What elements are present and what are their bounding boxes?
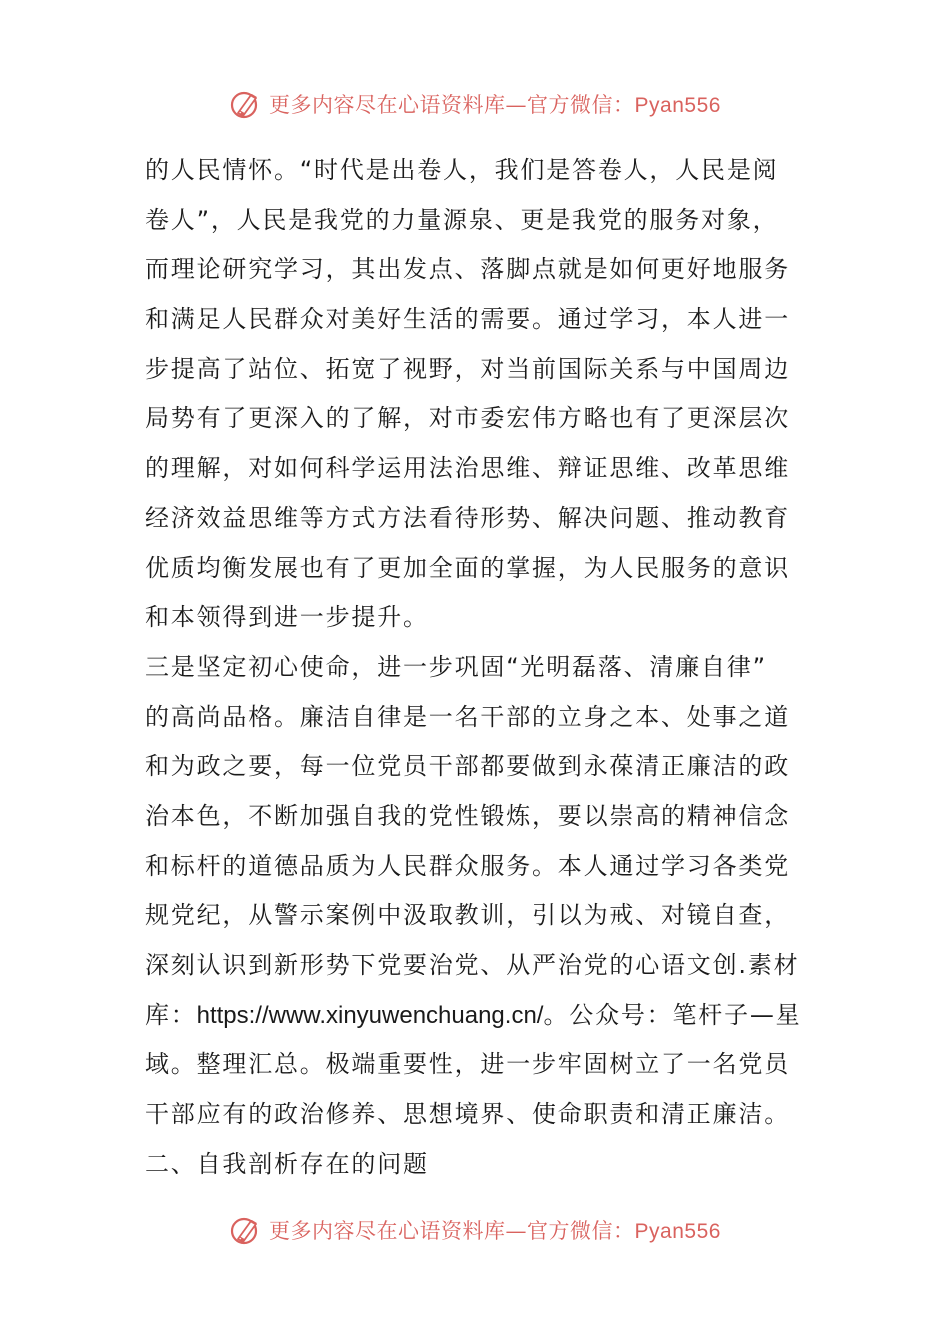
text-line: 步提高了站位、拓宽了视野，对当前国际关系与中国周边 <box>145 354 790 383</box>
header-watermark-text: 更多内容尽在心语资料库—官方微信：Pyan556 <box>269 93 721 117</box>
pen-nib-circle-icon <box>229 1213 263 1247</box>
footer-watermark-text: 更多内容尽在心语资料库—官方微信：Pyan556 <box>269 1219 721 1243</box>
text-line: 和标杆的道德品质为人民群众服务。本人通过学习各类党 <box>145 851 790 880</box>
text-line: 干部应有的政治修养、思想境界、使命职责和清正廉洁。 <box>145 1100 790 1129</box>
text-line: 规党纪，从警示案例中汲取教训，引以为戒、对镜自查， <box>145 901 790 930</box>
text-line: 的理解，对如何科学运用法治思维、辩证思维、改革思维 <box>145 454 790 483</box>
document-body <box>145 146 810 1189</box>
text-line: 和为政之要，每一位党员干部都要做到永葆清正廉洁的政 <box>145 752 790 781</box>
text-line: 优质均衡发展也有了更加全面的掌握，为人民服务的意识 <box>145 553 790 582</box>
text-line: 局势有了更深入的了解，对市委宏伟方略也有了更深层次 <box>145 404 790 433</box>
text-line: 域。整理汇总。极端重要性，进一步牢固树立了一名党员 <box>145 1050 790 1079</box>
text-line: 和本领得到进一步提升。 <box>145 603 429 632</box>
text-line: 深刻认识到新形势下党要治党、从严治党的心语文创.素材 <box>145 951 800 979</box>
url-suffix: 。公众号：笔杆子—星 <box>543 1000 802 1029</box>
section-heading-line: 三是坚定初心使命，进一步巩固“光明磊落、清廉自律” <box>145 652 767 681</box>
text-line: 的高尚品格。廉洁自律是一名干部的立身之本、处事之道 <box>145 702 790 731</box>
text-line: 而理论研究学习，其出发点、落脚点就是如何更好地服务 <box>145 255 790 284</box>
text-line: 经济效益思维等方式方法看待形势、解决问题、推动教育 <box>145 503 790 532</box>
footer-watermark-banner <box>0 1210 950 1250</box>
text-line: 的人民情怀。“时代是出卷人，我们是答卷人，人民是阅 <box>145 156 779 184</box>
wechat-id: Pyan556 <box>634 1220 721 1243</box>
website-link[interactable]: https://www.xinyuwenchuang.cn/ <box>196 1001 544 1029</box>
url-prefix: 库： <box>145 1000 197 1029</box>
pen-nib-circle-icon <box>229 87 263 121</box>
header-watermark-banner <box>0 84 950 124</box>
url-line <box>145 991 810 1041</box>
text-line: 和满足人民群众对美好生活的需要。通过学习，本人进一 <box>145 305 790 334</box>
section-heading: 二、自我剖析存在的问题 <box>145 1149 429 1178</box>
wechat-id: Pyan556 <box>634 94 721 117</box>
text-line: 治本色，不断加强自我的党性锻炼，要以崇高的精神信念 <box>145 801 790 830</box>
text-line: 卷人”，人民是我党的力量源泉、更是我党的服务对象， <box>145 205 779 234</box>
